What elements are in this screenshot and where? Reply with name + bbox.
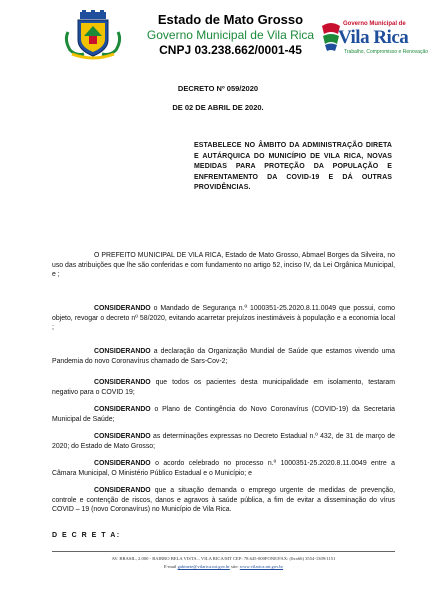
site-label: site: — [229, 564, 240, 569]
considerando-paragraph — [52, 459, 395, 478]
considerando-keyword: CONSIDERANDO — [94, 348, 151, 355]
site-link[interactable]: www.vilarica.mt.gov.br — [239, 564, 284, 569]
logo-top-text: Governo Municipal de — [343, 21, 406, 27]
email-label: E-mail — [163, 564, 178, 569]
cnpj: CNPJ 03.238.662/0001-45 — [159, 43, 302, 57]
considerando-keyword: CONSIDERANDO — [94, 305, 151, 312]
decree-date: DE 02 DE ABRIL DE 2020. — [172, 103, 264, 112]
considerando-paragraph — [52, 347, 395, 366]
municipal-coat-of-arms-icon — [64, 10, 122, 60]
considerando-paragraph — [52, 486, 395, 515]
preamble-paragraph — [52, 251, 395, 280]
email-link[interactable]: gabinete@vilarica.mt.gov.br — [177, 564, 230, 569]
considerando-text: o acordo celebrado no processo n.º 1000351-25.2020.8.11.0049 entre a Câmara Municipal, O Ministério Público Estadual e o Município; e — [52, 460, 395, 477]
considerando-text: o Mandado de Segurança n.º 1000351-25.2020.8.11.0049 que possui, como objeto, revogar o decreto nº 58/2020, evitando acarretar prejuízos inestimáveis à população e a economia local ; — [52, 305, 395, 332]
state-name: Estado de Mato Grosso — [157, 12, 304, 27]
preamble-text: O PREFEITO MUNICIPAL DE VILA RICA, Estado de Mato Grosso, Abmael Borges da Silveira, no uso das atribuições que lhe são conferidas e com fundamento no artigo 52, inciso IV, da Lei Orgânica Municipal, e ; — [52, 252, 395, 279]
considerando-text: que a situação demanda o emprego urgente de medidas de prevenção, controle e contenção de riscos, danos e agravos à saúde pública, a fim de evitar a disseminação do vírus COVID – 19 (novo Coronavírus) no Município de Vila Rica. — [52, 487, 395, 514]
considerando-text: que todos os pacientes desta municipalidade em isolamento, testaram negativo para o COVID 19; — [52, 379, 395, 396]
header-text — [128, 12, 333, 58]
considerando-paragraph — [52, 304, 395, 333]
considerando-keyword: CONSIDERANDO — [94, 433, 151, 440]
footer-contacts — [52, 564, 395, 569]
considerando-keyword: CONSIDERANDO — [94, 379, 151, 386]
decreta-heading: D E C R E T A: — [52, 532, 121, 539]
footer-address: AV. BRASIL, 2.000 - BAIRRO BELA VISTA – VILA RICA/MT CEP: 78.645-000FONE/FAX: (0xx66) 3554-1309/1151 — [111, 556, 336, 561]
ementa: ESTABELECE NO ÂMBITO DA ADMINISTRAÇÃO DIRETA E AUTÁRQUICA DO MUNICÍPIO DE VILA RICA, NOVAS MEDIDAS PARA PROTEÇÃO DA POPULAÇÃO E ENFRENTAMENTO DA COVID-19 E DÁ OUTRAS PROVIDÊNCIAS. — [194, 142, 392, 192]
considerando-paragraph — [52, 432, 395, 451]
considerando-paragraph — [52, 378, 395, 397]
logo-tagline: Trabalho, Compromisso e Renovação — [344, 49, 429, 55]
considerando-keyword: CONSIDERANDO — [94, 460, 151, 467]
decree-number: DECRETO Nº 059/2020 — [177, 84, 259, 93]
considerando-text: o Plano de Contingência do Novo Coronavírus (COVID-19) da Secretaria Municipal de Saúde; — [52, 406, 395, 423]
footer-divider — [52, 551, 395, 552]
considerando-text: as determinações expressas no Decreto Estadual n.º 432, de 31 de março de 2020; do Estado de Mato Grosso; — [52, 433, 395, 450]
considerando-keyword: CONSIDERANDO — [94, 406, 151, 413]
logo-name: Vila Rica — [338, 27, 409, 48]
considerando-keyword: CONSIDERANDO — [94, 487, 151, 494]
vila-rica-logo — [318, 8, 430, 64]
considerando-text: a declaração da Organização Mundial de Saúde que estamos vivendo uma Pandemia do novo Coronavírus chamado de Sars-Cov-2; — [52, 348, 395, 365]
considerando-paragraph — [52, 405, 395, 424]
government-name: Governo Municipal de Vila Rica — [146, 28, 315, 42]
